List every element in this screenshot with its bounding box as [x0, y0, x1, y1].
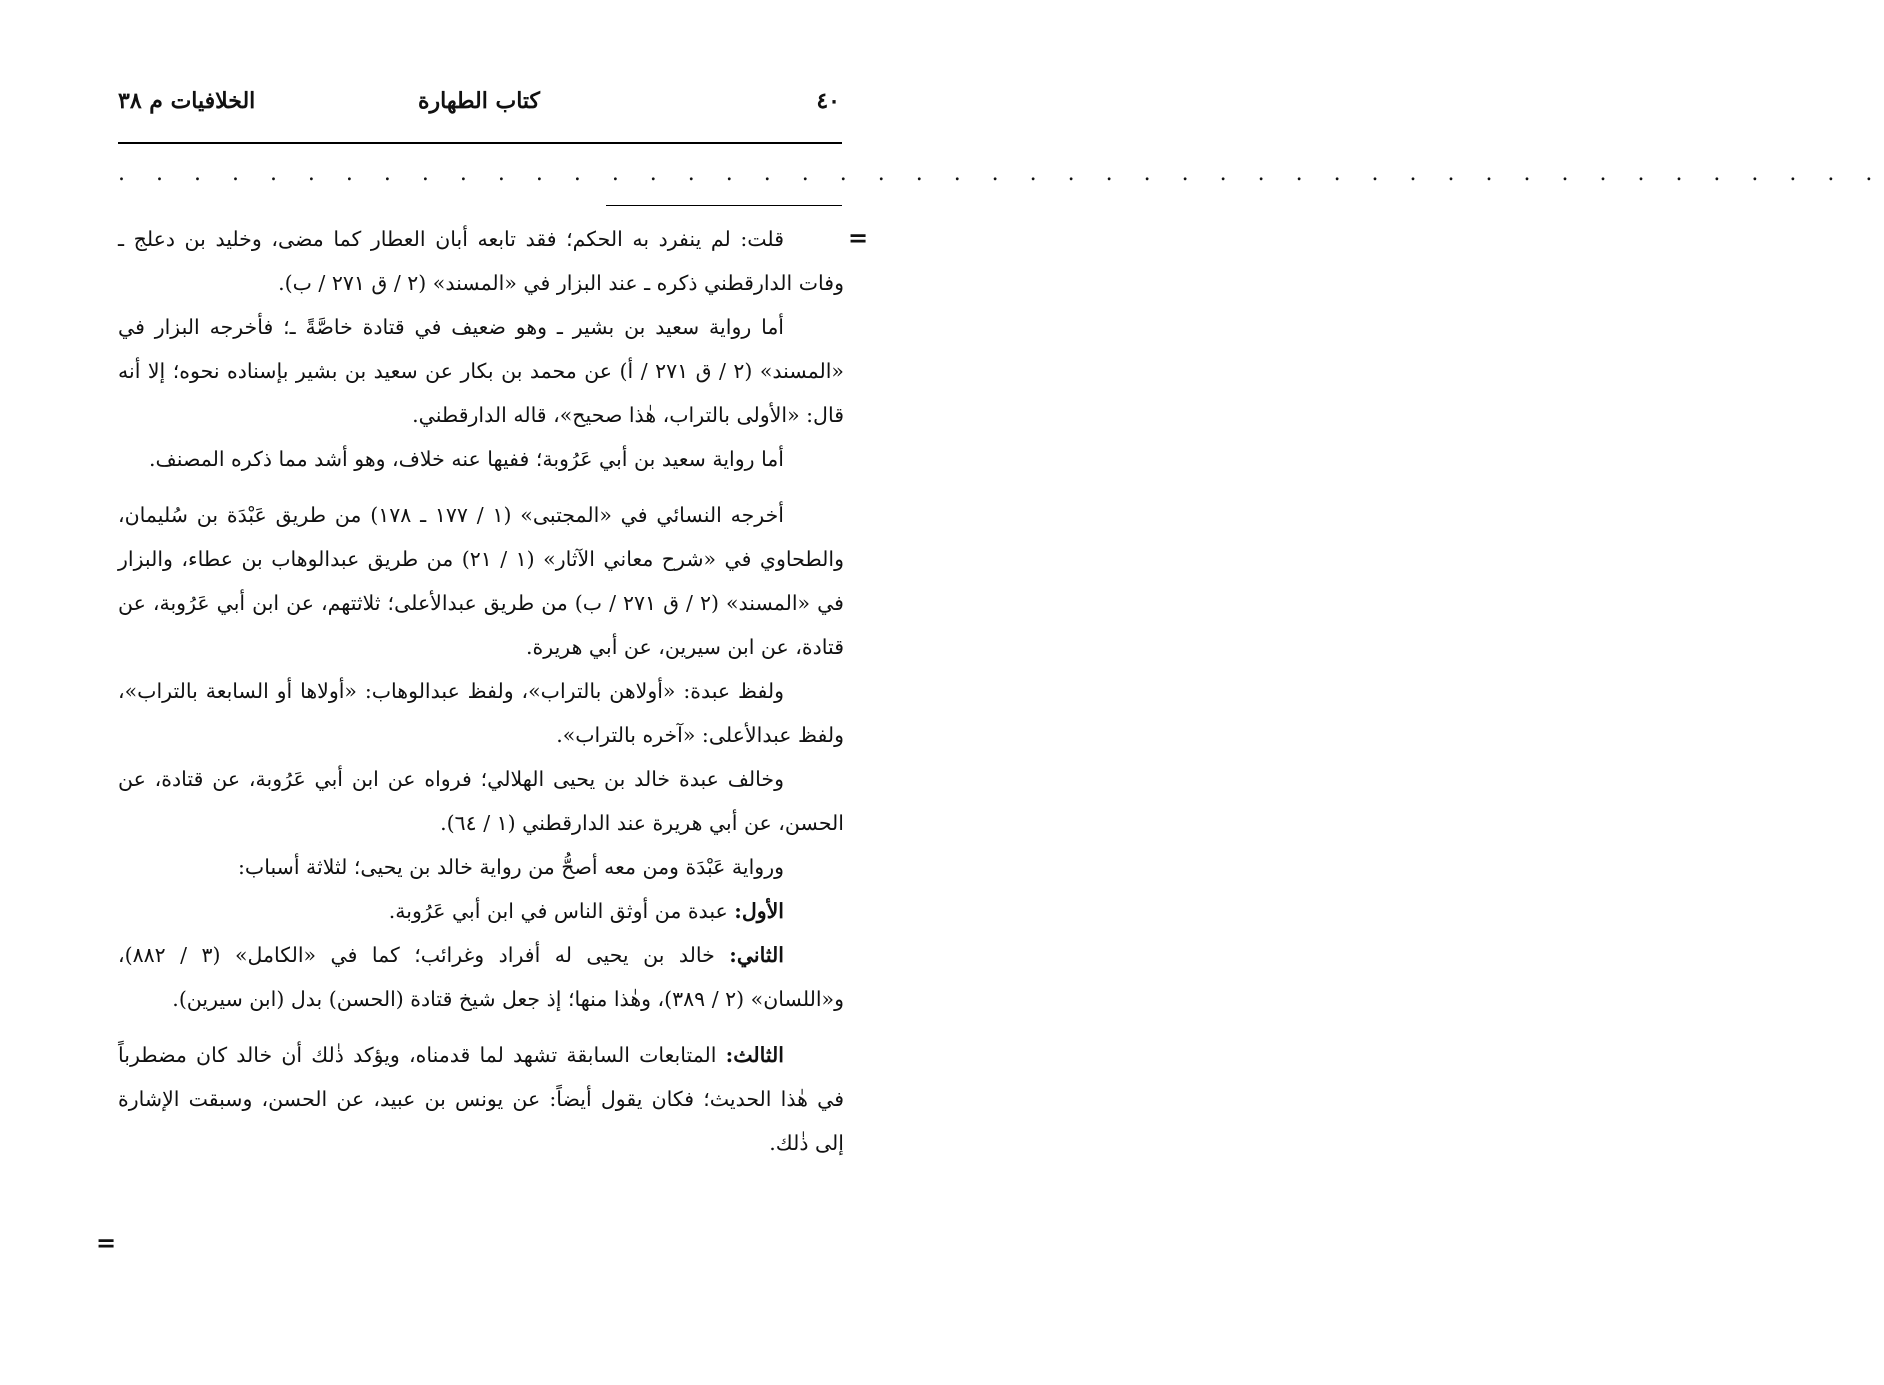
dotted-separator: . . . . . . . . . . . . . . . . . . . . . . . . . . . . . . . . . . . . . . . . . . . . . . .	[118, 161, 1884, 186]
second-reason-label: الثاني:	[729, 943, 784, 967]
paragraph-first-reason: الأول: عبدة من أوثق الناس في ابن أبي عَرُوبة.	[388, 899, 784, 923]
continuation-mark-top: =	[848, 223, 869, 252]
footnote-body	[118, 217, 844, 1165]
page-header	[118, 88, 840, 128]
third-reason-label: الثالث:	[725, 1043, 784, 1067]
paragraph-6: وخالف عبدة خالد بن يحيى الهلالي؛ فرواه عن ابن أبي عَرُوبة، عن قتادة، عن الحسن، عن أبي هريرة عند الدارقطني (١ / ٦٤).	[118, 767, 844, 835]
page-number: ٤٠	[816, 88, 840, 114]
paragraph-second-reason: الثاني: خالد بن يحيى له أفراد وغرائب؛ كما في «الكامل» (٣ / ٨٨٢)، و«اللسان» (٢ / ٣٨٩)، وهٰذا منها؛ إذ جعل شيخ قتادة (الحسن) بدل (ابن سيرين).	[118, 943, 844, 1011]
paragraph-5: ولفظ عبدة: «أولاهن بالتراب»، ولفظ عبدالوهاب: «أولاها أو السابعة بالتراب»، ولفظ عبدالأعلى: «آخره بالتراب».	[118, 679, 844, 747]
paragraph-third-reason: الثالث: المتابعات السابقة تشهد لما قدمناه، ويؤكد ذٰلك أن خالد كان مضطرباً في هٰذا الحديث؛ فكان يقول أيضاً: عن يونس بن عبيد، عن الحسن، وسبقت الإشارة إلى ذٰلك.	[118, 1043, 844, 1155]
first-reason-label: الأول:	[734, 899, 784, 923]
header-rule	[118, 142, 842, 144]
paragraph-7: ورواية عَبْدَة ومن معه أصحُّ من رواية خالد بن يحيى؛ لثلاثة أسباب:	[238, 855, 784, 879]
continuation-mark-bottom: =	[96, 1228, 117, 1257]
paragraph-2: أما رواية سعيد بن بشير ـ وهو ضعيف في قتادة خاصَّةً ـ؛ فأخرجه البزار في «المسند» (٢ / ق ٢٧١ / أ) عن محمد بن بكار عن سعيد بن بشير بإسناده نحوه؛ إلا أنه قال: «الأولى بالتراب، هٰذا صحيح»، قاله الدارقطني.	[118, 315, 844, 427]
footnote-rule	[606, 205, 842, 206]
volume-label: الخلافيات م ٣٨	[118, 88, 256, 114]
paragraph-3: أما رواية سعيد بن أبي عَرُوبة؛ ففيها عنه خلاف، وهو أشد مما ذكره المصنف.	[149, 447, 784, 471]
paragraph-4: أخرجه النسائي في «المجتبى» (١ / ١٧٧ ـ ١٧٨) من طريق عَبْدَة بن سُليمان، والطحاوي في «شرح معاني الآثار» (١ / ٢١) من طريق عبدالوهاب بن عطاء، والبزار في «المسند» (٢ / ق ٢٧١ / ب) من طريق عبدالأعلى؛ ثلاثتهم، عن ابن أبي عَرُوبة، عن قتادة، عن ابن سيرين، عن أبي هريرة.	[118, 503, 844, 659]
paragraph-1: قلت: لم ينفرد به الحكم؛ فقد تابعه أبان العطار كما مضى، وخليد بن دعلج ـ وفات الدارقطني ذكره ـ عند البزار في «المسند» (٢ / ق ٢٧١ / ب).	[118, 227, 844, 295]
book-title: كتاب الطهارة	[417, 88, 541, 114]
